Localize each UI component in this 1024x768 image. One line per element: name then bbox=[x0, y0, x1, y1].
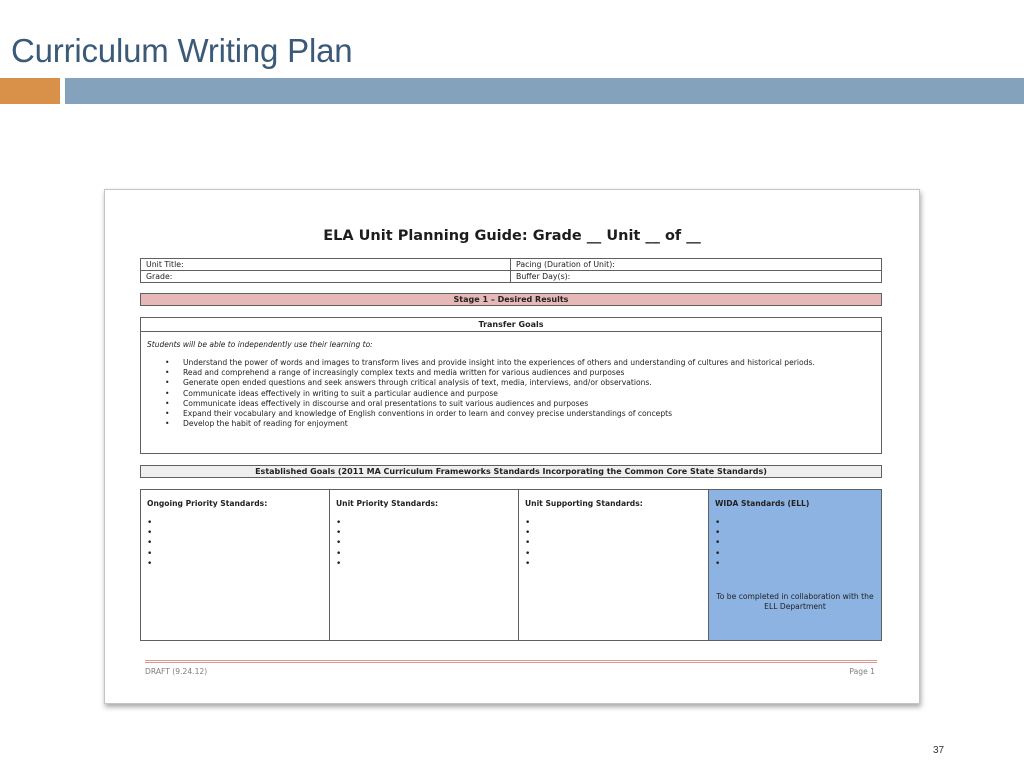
document-page-label: Page 1 bbox=[849, 667, 875, 676]
list-item: • bbox=[147, 548, 153, 559]
list-item: • bbox=[715, 518, 721, 528]
slide-title: Curriculum Writing Plan bbox=[11, 32, 353, 69]
list-item: • bbox=[525, 548, 531, 559]
transfer-goals-box bbox=[140, 317, 882, 454]
list-item: • bbox=[525, 538, 531, 549]
unit-title-cell: Unit Title: bbox=[141, 259, 511, 271]
list-item: • Read and comprehend a range of increasingly complex texts and media written for various audiences and purposes bbox=[165, 368, 865, 378]
list-item: • bbox=[525, 528, 531, 539]
list-item: • bbox=[336, 538, 342, 549]
list-item: • bbox=[147, 558, 153, 569]
transfer-goals-heading: Transfer Goals bbox=[141, 318, 881, 332]
list-item: • Expand their vocabulary and knowledge of English conventions in order to learn and convey precise understandings of concepts bbox=[165, 409, 865, 419]
list-item: • bbox=[525, 558, 531, 569]
buffer-days-cell: Buffer Day(s): bbox=[511, 271, 882, 283]
bullet-list bbox=[525, 518, 702, 569]
list-item: • Communicate ideas effectively in discourse and oral presentations to suit various audiences and purposes bbox=[165, 399, 865, 409]
pacing-cell: Pacing (Duration of Unit): bbox=[511, 259, 882, 271]
list-item: • bbox=[715, 538, 721, 549]
list-item: • Develop the habit of reading for enjoyment bbox=[165, 419, 865, 429]
unit-header-table bbox=[140, 258, 882, 283]
established-goals-banner: Established Goals (2011 MA Curriculum Frameworks Standards Incorporating the Common Core State Standards) bbox=[140, 465, 882, 478]
transfer-goals-list bbox=[165, 358, 865, 429]
wida-collaboration-note: To be completed in collaboration with the ELL Department bbox=[716, 592, 874, 611]
table-row bbox=[141, 259, 882, 271]
list-item: • bbox=[525, 518, 531, 528]
unit-supporting-standards-column bbox=[519, 490, 709, 640]
bullet-list bbox=[715, 518, 875, 569]
list-item: • bbox=[147, 538, 153, 549]
column-heading: Unit Priority Standards: bbox=[336, 499, 439, 508]
footer-divider bbox=[145, 660, 877, 663]
list-item: • Communicate ideas effectively in writing to suit a particular audience and purpose bbox=[165, 389, 865, 399]
table-row bbox=[141, 271, 882, 283]
list-item: • bbox=[336, 558, 342, 569]
column-heading: Unit Supporting Standards: bbox=[525, 499, 643, 508]
title-accent-blue-bar bbox=[65, 78, 1024, 104]
list-item: • bbox=[715, 528, 721, 539]
document-title: ELA Unit Planning Guide: Grade __ Unit __ of __ bbox=[323, 228, 701, 244]
unit-priority-standards-column bbox=[330, 490, 519, 640]
list-item: • bbox=[715, 558, 721, 569]
bullet-list bbox=[147, 518, 323, 569]
slide-page-number: 37 bbox=[933, 745, 945, 756]
list-item: • bbox=[147, 528, 153, 539]
list-item: • Understand the power of words and images to transform lives and provide insight into the experiences of others and understanding of cultures and historical periods. bbox=[165, 358, 865, 368]
list-item: • bbox=[147, 518, 153, 528]
standards-table bbox=[140, 489, 882, 641]
draft-label: DRAFT (9.24.12) bbox=[145, 667, 208, 676]
column-heading: Ongoing Priority Standards: bbox=[147, 499, 268, 508]
grade-cell: Grade: bbox=[141, 271, 511, 283]
list-item: • bbox=[336, 518, 342, 528]
list-item: • bbox=[336, 548, 342, 559]
ongoing-priority-standards-column bbox=[141, 490, 330, 640]
list-item: • bbox=[715, 548, 721, 559]
column-heading: WIDA Standards (ELL) bbox=[715, 499, 810, 508]
stage-1-banner: Stage 1 – Desired Results bbox=[140, 293, 882, 306]
document-page-image bbox=[104, 189, 920, 704]
list-item: • bbox=[336, 528, 342, 539]
wida-standards-column bbox=[709, 490, 881, 640]
title-accent-orange-bar bbox=[0, 78, 60, 104]
list-item: • Generate open ended questions and seek answers through critical analysis of text, media, interviews, and/or observations. bbox=[165, 378, 865, 388]
bullet-list bbox=[336, 518, 512, 569]
transfer-goals-intro: Students will be able to independently use their learning to: bbox=[147, 340, 373, 349]
